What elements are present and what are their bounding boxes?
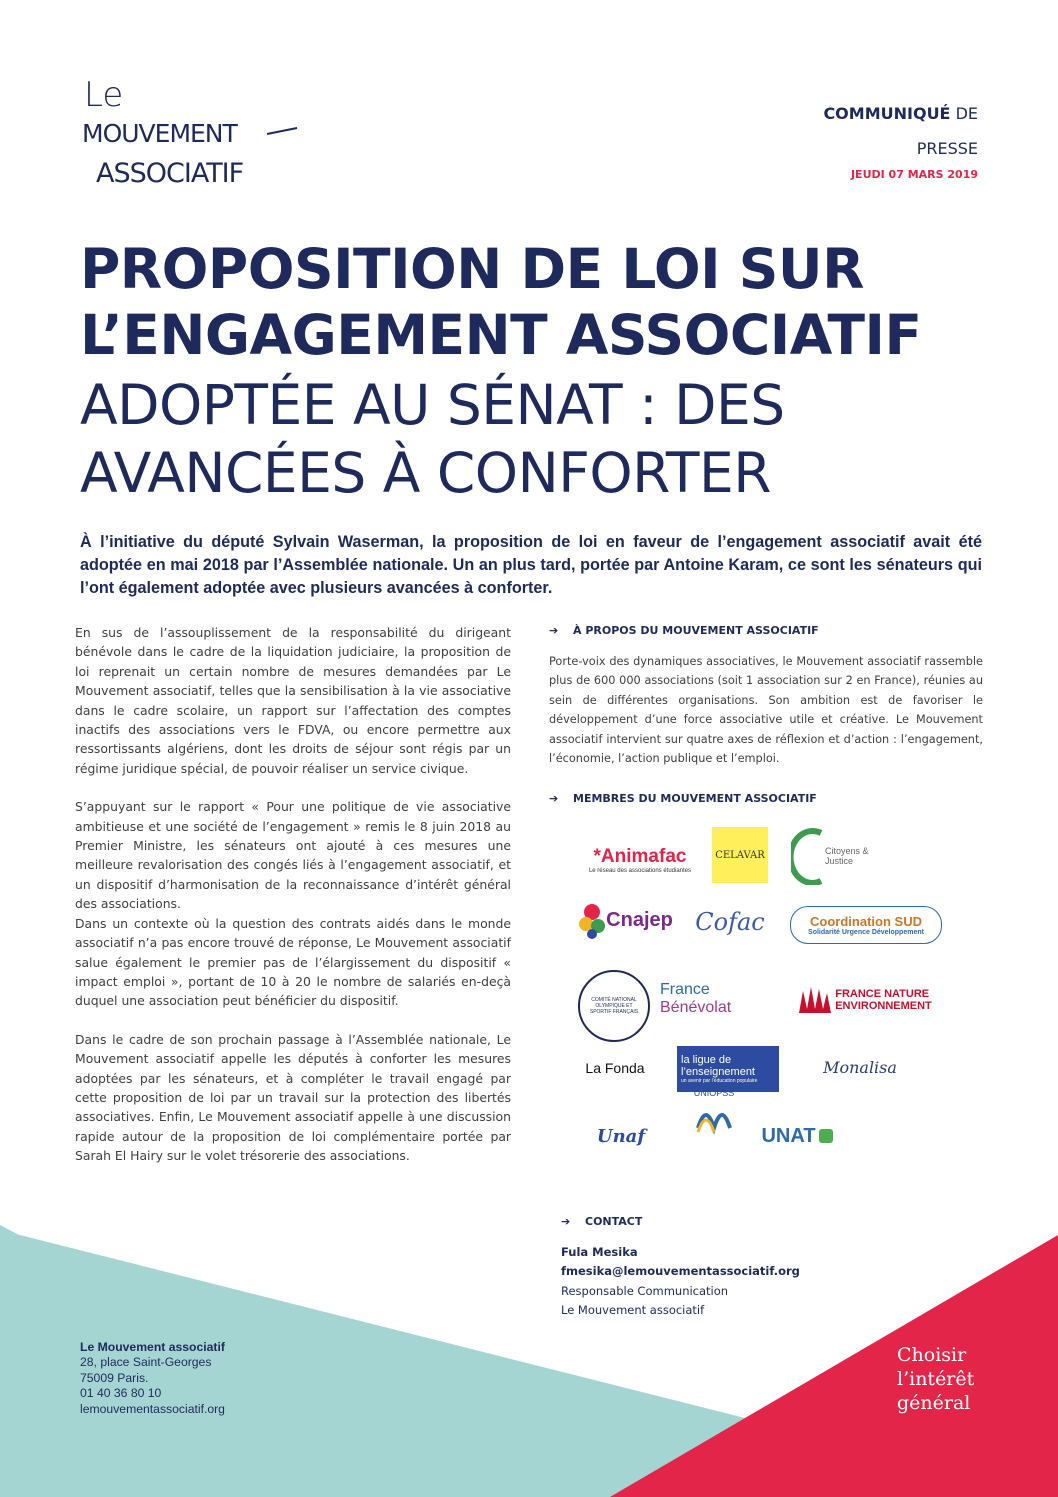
cnajep-icon	[578, 900, 606, 940]
footer-address	[80, 1340, 225, 1417]
unaf-logo: Unaf	[596, 1125, 646, 1147]
intro-paragraph: À l’initiative du député Sylvain Waserman, la proposition de loi en faveur de l’engagement associatif avait été adoptée en mai 2018 par l’Assemblée nationale. Un an plus tard, portée par Antoine Karam, ce sont les sénateurs qui l’ont également adoptée avec plusieurs avancées à conforter.	[80, 533, 982, 597]
contact-block	[561, 1243, 800, 1321]
presse-label: PRESSE	[916, 139, 978, 158]
la-fonda-logo: La Fonda	[585, 1060, 645, 1076]
arrow-right-icon: ➔	[549, 792, 559, 805]
citoyens-justice-icon	[791, 827, 825, 885]
members-heading: ➔ MEMBRES DU MOUVEMENT ASSOCIATIF	[549, 792, 817, 805]
contact-org: Le Mouvement associatif	[561, 1303, 705, 1318]
cnajep-logo: Cnajep	[578, 892, 673, 948]
about-heading: ➔ À PROPOS DU MOUVEMENT ASSOCIATIF	[549, 624, 819, 637]
uniopss-logo: UNIOPSS	[680, 1088, 748, 1168]
body-paragraph-3: Dans un contexte où la question des contrats aidés dans le monde associatif n’a pas encore trouvé de réponse, Le Mouvement associatif salue également le premier pas de l’élargissement du dispositif « impact emploi », portant de 10 à 20 le nombre de salariés en-deçà duquel une association peut bénéficier du dispositif.	[75, 915, 511, 1009]
uniopss-icon	[694, 1098, 734, 1136]
monalisa-logo: Monalisa	[823, 1057, 897, 1077]
body-paragraph-1: En sus de l’assouplissement de la responsabilité du dirigeant bénévole dans le cadre de la liquidation judiciaire, la proposition de loi reprenait un certain nombre de mesures demandées par Le Mouvement associatif, telles que la sensibilisation à la vie associative dans le cadre scolaire, un rapport sur l’affectation des comptes inactifs des associations vers le FDVA, ou encore permettre aux ressortissants algériens, dont les droits de séjour sont régis par un régime juridique spécial, de pouvoir réaliser un service civique.	[75, 625, 511, 776]
communique-label: COMMUNIQUÉ DE	[823, 104, 978, 123]
title-bold-line2: L’ENGAGEMENT ASSOCIATIF	[80, 303, 922, 367]
animafac-logo: *Animafac Le réseau des associations étudiantes	[588, 846, 692, 874]
unat-logo: UNAT	[755, 1116, 839, 1156]
citoyens-justice-logo: Citoyens & Justice	[788, 825, 878, 887]
contact-email[interactable]: fmesika@lemouvementassociatif.org	[561, 1264, 800, 1279]
footer-phone: 01 40 36 80 10	[80, 1386, 162, 1401]
footer-address-line1: 28, place Saint-Georges	[80, 1355, 212, 1370]
body-column	[75, 623, 511, 1166]
mouvement-associatif-logo	[82, 72, 312, 192]
body-paragraph-2: S’appuyant sur le rapport « Pour une politique de vie associative ambitieuse et une société de l’engagement » remis le 8 juin 2018 au Premier Ministre, les sénateurs ont ajouté à ces mesures une meilleure revalorisation des congés liés à l’engagement associatif, et un dispositif d’harmonisation de la reconnaissance d’intérêt général des associations.	[75, 799, 511, 912]
title-bold-line1: PROPOSITION DE LOI SUR	[80, 237, 864, 301]
press-date: JEUDI 07 MARS 2019	[850, 168, 978, 181]
celavar-logo: CELAVAR	[712, 827, 768, 883]
coordination-sud-logo: Coordination SUD Solidarité Urgence Développement	[790, 906, 942, 944]
logo-line3: ASSOCIATIF	[96, 158, 244, 189]
footer-website[interactable]: lemouvementassociatif.org	[80, 1401, 225, 1416]
footer-address-line2: 75009 Paris.	[80, 1370, 149, 1385]
ligue-enseignement-logo: la ligue de l’enseignement un avenir par l’éducation populaire	[677, 1046, 779, 1092]
member-logos-grid	[560, 820, 960, 1180]
france-benevolat-logo: France Bénévolat	[660, 981, 732, 1016]
cnosf-logo: COMITÉ NATIONAL OLYMPIQUE ET SPORTIF FRANÇAIS	[578, 970, 650, 1042]
unat-badge-icon	[819, 1129, 833, 1143]
contact-heading: ➔ CONTACT	[561, 1215, 643, 1228]
slogan: Choisir l’intérêt général	[897, 1344, 975, 1414]
about-text: Porte-voix des dynamiques associatives, le Mouvement associatif rassemble plus de 600 000 associations (soit 1 association sur 2 en France), réunies au sein de différentes organisations. Son ambition est de favoriser le développement d’une force associative utile et créative. Le Mouvement associatif intervient sur quatre axes de réflexion et d’action : l’engagement, l’économie, l’action publique et l’emploi.	[549, 655, 983, 766]
logo-line1: Le	[84, 75, 124, 115]
logo-line2: MOUVEMENT	[82, 119, 237, 148]
footer-org-name: Le Mouvement associatif	[80, 1340, 225, 1354]
title-light-line2: AVANCÉES À CONFORTER	[80, 441, 771, 505]
arrow-right-icon: ➔	[549, 624, 559, 637]
title-light-line1: ADOPTÉE AU SÉNAT : DES	[80, 373, 785, 437]
arrow-right-icon: ➔	[561, 1215, 571, 1228]
hedgehog-icon	[797, 985, 835, 1015]
contact-role: Responsable Communication	[561, 1283, 729, 1298]
fne-logo: FRANCE NATURE ENVIRONNEMENT	[792, 980, 937, 1020]
contact-name: Fula Mesika	[561, 1245, 638, 1259]
body-paragraph-4: Dans le cadre de son prochain passage à l’Assemblée nationale, Le Mouvement associatif appelle les députés à conforter les mesures adoptées par les sénateurs, et à compléter le travail engagé par cette proposition de loi par un travail sur la protection des libertés associatives. Enfin, Le Mouvement associatif appelle à une discussion rapide autour de la proposition de loi complémentaire portée par Sarah El Hairy sur le volet trésorerie des associations.	[75, 1031, 511, 1164]
cofac-logo: Cofac	[695, 908, 765, 936]
